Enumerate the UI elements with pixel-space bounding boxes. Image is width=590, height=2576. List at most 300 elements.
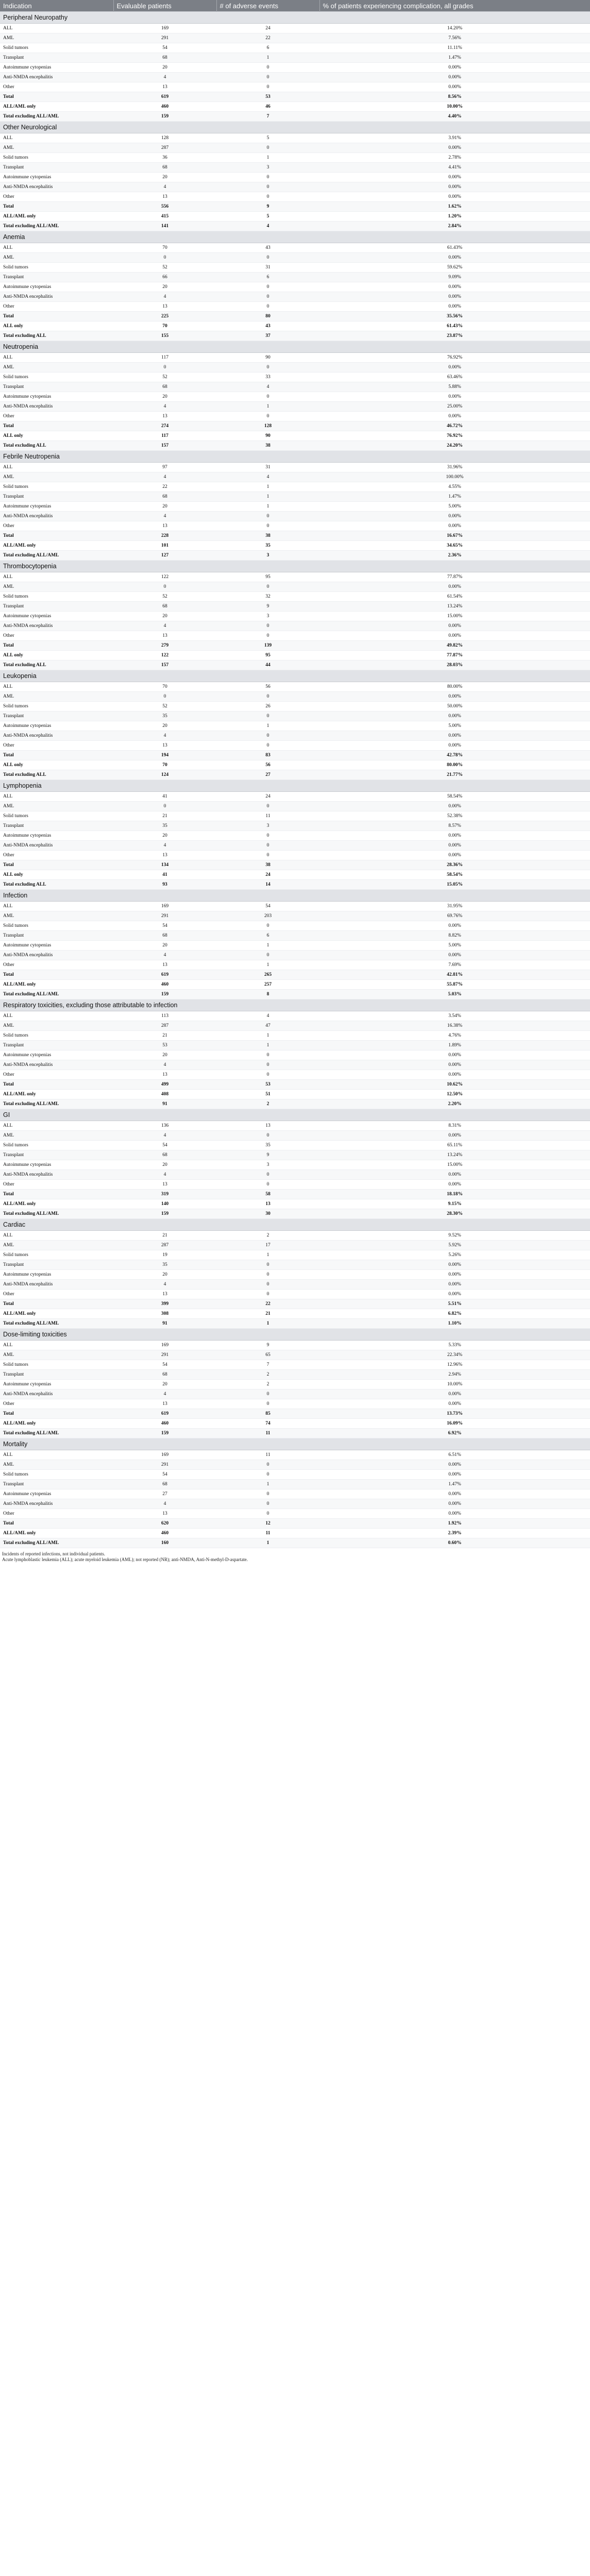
percent-cell: 0.00% [319, 1180, 590, 1190]
table-row [0, 621, 590, 631]
row-label-cell: ALL/AML only [0, 1419, 113, 1429]
percent-cell: 0.00% [319, 1389, 590, 1399]
row-label-cell: ALL/AML only [0, 1309, 113, 1319]
row-label-cell: Anti-NMDA encephalitis [0, 512, 113, 521]
evaluable-patients-cell: 0 [113, 582, 216, 592]
percent-cell: 58.54% [319, 792, 590, 802]
evaluable-patients-cell: 169 [113, 902, 216, 911]
row-label-cell: Solid tumors [0, 592, 113, 602]
row-label-cell: ALL [0, 1121, 113, 1131]
row-label-cell: Anti-NMDA encephalitis [0, 292, 113, 302]
evaluable-patients-cell: 22 [113, 482, 216, 492]
row-label-cell: Autoimmune cytopenias [0, 1050, 113, 1060]
percent-cell: 46.72% [319, 421, 590, 431]
table-row [0, 273, 590, 282]
adverse-events-cell: 65 [216, 1350, 319, 1360]
adverse-events-cell: 4 [216, 222, 319, 231]
adverse-events-cell: 0 [216, 851, 319, 860]
row-label-cell: Total excluding ALL [0, 331, 113, 341]
section-title: Infection [0, 890, 590, 902]
adverse-events-cell: 0 [216, 731, 319, 741]
row-label-cell: Autoimmune cytopenias [0, 941, 113, 951]
adverse-events-cell: 0 [216, 412, 319, 421]
table-row [0, 153, 590, 163]
row-label-cell: Total excluding ALL [0, 441, 113, 451]
row-label-cell: ALL [0, 243, 113, 253]
table-row [0, 960, 590, 970]
section-header-row [0, 451, 590, 463]
percent-cell: 5.26% [319, 1250, 590, 1260]
footnote: Incidents of reported infections, not individual patients. [2, 1551, 105, 1556]
evaluable-patients-cell: 35 [113, 1260, 216, 1270]
percent-cell: 8.56% [319, 92, 590, 102]
section-header-row [0, 1329, 590, 1341]
row-label-cell: ALL/AML only [0, 1529, 113, 1538]
evaluable-patients-cell: 460 [113, 980, 216, 990]
percent-cell: 0.00% [319, 851, 590, 860]
evaluable-patients-cell: 160 [113, 1538, 216, 1548]
section-title: Leukopenia [0, 670, 590, 682]
percent-cell: 0.00% [319, 73, 590, 82]
row-label-cell: Autoimmune cytopenias [0, 1489, 113, 1499]
percent-cell: 42.81% [319, 970, 590, 980]
adverse-events-cell: 74 [216, 1419, 319, 1429]
table-row [0, 1250, 590, 1260]
row-label-cell: Total [0, 92, 113, 102]
adverse-events-cell: 0 [216, 143, 319, 153]
section-title: Respiratory toxicities, excluding those attributable to infection [0, 999, 590, 1011]
adverse-events-cell: 0 [216, 363, 319, 372]
percent-cell: 0.00% [319, 711, 590, 721]
adverse-events-cell: 53 [216, 92, 319, 102]
evaluable-patients-cell: 20 [113, 173, 216, 182]
adverse-events-cell: 0 [216, 1499, 319, 1509]
row-label-cell: Other [0, 412, 113, 421]
adverse-events-cell: 56 [216, 682, 319, 692]
section-title: Dose-limiting toxicities [0, 1329, 590, 1341]
adverse-events-cell: 13 [216, 1121, 319, 1131]
adverse-events-cell: 9 [216, 1150, 319, 1160]
row-label-cell: Autoimmune cytopenias [0, 831, 113, 841]
adverse-events-cell: 0 [216, 73, 319, 82]
adverse-events-cell: 1 [216, 482, 319, 492]
percent-cell: 28.30% [319, 1209, 590, 1219]
evaluable-patients-cell: 13 [113, 412, 216, 421]
evaluable-patients-cell: 13 [113, 851, 216, 860]
percent-cell: 5.33% [319, 1341, 590, 1350]
evaluable-patients-cell: 13 [113, 192, 216, 202]
row-label-cell: Other [0, 1180, 113, 1190]
table-row [0, 692, 590, 702]
table-row [0, 1529, 590, 1538]
table-row [0, 1031, 590, 1041]
adverse-events-cell: 1 [216, 402, 319, 412]
row-label-cell: ALL/AML only [0, 1090, 113, 1099]
percent-cell: 0.00% [319, 631, 590, 641]
adverse-events-cell: 35 [216, 541, 319, 551]
evaluable-patients-cell: 13 [113, 1070, 216, 1080]
evaluable-patients-cell: 159 [113, 1209, 216, 1219]
adverse-events-cell: 1 [216, 1041, 319, 1050]
percent-cell: 12.96% [319, 1360, 590, 1370]
table-row [0, 1199, 590, 1209]
table-row [0, 582, 590, 592]
evaluable-patients-cell: 13 [113, 741, 216, 751]
evaluable-patients-cell: 68 [113, 1150, 216, 1160]
row-label-cell: ALL [0, 353, 113, 363]
evaluable-patients-cell: 70 [113, 243, 216, 253]
adverse-events-cell: 2 [216, 1099, 319, 1109]
percent-cell: 5.00% [319, 721, 590, 731]
row-label-cell: Transplant [0, 382, 113, 392]
row-label-cell: Anti-NMDA encephalitis [0, 1389, 113, 1399]
percent-cell: 16.09% [319, 1419, 590, 1429]
evaluable-patients-cell: 52 [113, 263, 216, 273]
adverse-events-cell: 38 [216, 531, 319, 541]
row-label-cell: Transplant [0, 931, 113, 941]
table-row [0, 970, 590, 980]
percent-cell: 6.51% [319, 1450, 590, 1460]
table-row [0, 1509, 590, 1519]
row-label-cell: AML [0, 692, 113, 702]
row-label-cell: Total excluding ALL/AML [0, 112, 113, 122]
table-row [0, 880, 590, 890]
percent-cell: 6.82% [319, 1309, 590, 1319]
adverse-events-cell: 2 [216, 1231, 319, 1241]
percent-cell: 61.43% [319, 321, 590, 331]
evaluable-patients-cell: 20 [113, 1380, 216, 1389]
evaluable-patients-cell: 0 [113, 363, 216, 372]
adverse-events-cell: 1 [216, 153, 319, 163]
adverse-events-cell: 44 [216, 660, 319, 670]
row-label-cell: ALL [0, 1450, 113, 1460]
evaluable-patients-cell: 619 [113, 1409, 216, 1419]
row-label-cell: Other [0, 1070, 113, 1080]
table-row [0, 731, 590, 741]
table-row [0, 1290, 590, 1299]
evaluable-patients-cell: 122 [113, 651, 216, 660]
table-row [0, 1150, 590, 1160]
column-header-adverse-events: # of adverse events [216, 0, 319, 12]
evaluable-patients-cell: 4 [113, 621, 216, 631]
row-label-cell: Total excluding ALL/AML [0, 1538, 113, 1548]
table-row [0, 282, 590, 292]
evaluable-patients-cell: 287 [113, 1021, 216, 1031]
table-row [0, 73, 590, 82]
evaluable-patients-cell: 20 [113, 721, 216, 731]
table-row [0, 92, 590, 102]
row-label-cell: Anti-NMDA encephalitis [0, 402, 113, 412]
evaluable-patients-cell: 20 [113, 1160, 216, 1170]
percent-cell: 15.05% [319, 880, 590, 890]
table-row [0, 112, 590, 122]
evaluable-patients-cell: 13 [113, 1180, 216, 1190]
evaluable-patients-cell: 415 [113, 212, 216, 222]
percent-cell: 1.92% [319, 1519, 590, 1529]
table-row [0, 1538, 590, 1548]
evaluable-patients-cell: 460 [113, 102, 216, 112]
row-label-cell: Solid tumors [0, 921, 113, 931]
adverse-events-cell: 0 [216, 253, 319, 263]
evaluable-patients-cell: 169 [113, 24, 216, 33]
table-row [0, 372, 590, 382]
percent-cell: 1.47% [319, 1480, 590, 1489]
row-label-cell: Autoimmune cytopenias [0, 1270, 113, 1280]
row-label-cell: Total [0, 860, 113, 870]
row-label-cell: Transplant [0, 273, 113, 282]
percent-cell: 69.76% [319, 911, 590, 921]
table-row [0, 1519, 590, 1529]
table-row [0, 1131, 590, 1141]
percent-cell: 14.20% [319, 24, 590, 33]
adverse-events-cell: 54 [216, 902, 319, 911]
percent-cell: 11.11% [319, 43, 590, 53]
percent-cell: 100.00% [319, 472, 590, 482]
row-label-cell: Solid tumors [0, 1031, 113, 1041]
row-label-cell: ALL [0, 1011, 113, 1021]
adverse-events-cell: 3 [216, 163, 319, 173]
table-row [0, 1260, 590, 1270]
percent-cell: 2.36% [319, 551, 590, 561]
row-label-cell: Other [0, 192, 113, 202]
evaluable-patients-cell: 21 [113, 1231, 216, 1241]
adverse-events-cell: 0 [216, 951, 319, 960]
adverse-events-cell: 9 [216, 602, 319, 612]
evaluable-patients-cell: 159 [113, 990, 216, 999]
table-row [0, 641, 590, 651]
row-label-cell: Total excluding ALL [0, 880, 113, 890]
table-row [0, 82, 590, 92]
percent-cell: 77.87% [319, 651, 590, 660]
evaluable-patients-cell: 54 [113, 1141, 216, 1150]
percent-cell: 28.36% [319, 860, 590, 870]
evaluable-patients-cell: 140 [113, 1199, 216, 1209]
adverse-events-cell: 0 [216, 302, 319, 312]
table-row [0, 173, 590, 182]
row-label-cell: Transplant [0, 1150, 113, 1160]
evaluable-patients-cell: 4 [113, 73, 216, 82]
percent-cell: 0.00% [319, 831, 590, 841]
percent-cell: 0.00% [319, 1399, 590, 1409]
table-row [0, 1070, 590, 1080]
percent-cell: 1.47% [319, 53, 590, 63]
row-label-cell: Total excluding ALL/AML [0, 990, 113, 999]
percent-cell: 13.24% [319, 1150, 590, 1160]
table-row [0, 312, 590, 321]
evaluable-patients-cell: 20 [113, 392, 216, 402]
percent-cell: 2.78% [319, 153, 590, 163]
evaluable-patients-cell: 308 [113, 1309, 216, 1319]
evaluable-patients-cell: 127 [113, 551, 216, 561]
evaluable-patients-cell: 35 [113, 821, 216, 831]
adverse-events-cell: 35 [216, 1141, 319, 1150]
header-row [0, 0, 590, 12]
evaluable-patients-cell: 20 [113, 282, 216, 292]
row-label-cell: AML [0, 1460, 113, 1470]
table-row [0, 1050, 590, 1060]
table-row [0, 492, 590, 502]
table-row [0, 441, 590, 451]
table-row [0, 192, 590, 202]
percent-cell: 0.00% [319, 731, 590, 741]
row-label-cell: Other [0, 521, 113, 531]
percent-cell: 23.87% [319, 331, 590, 341]
adverse-events-cell: 1 [216, 502, 319, 512]
table-row [0, 831, 590, 841]
percent-cell: 3.91% [319, 133, 590, 143]
evaluable-patients-cell: 13 [113, 1399, 216, 1409]
row-label-cell: ALL [0, 1341, 113, 1350]
table-row [0, 1270, 590, 1280]
adverse-events-cell: 203 [216, 911, 319, 921]
percent-cell: 0.00% [319, 1170, 590, 1180]
evaluable-patients-cell: 4 [113, 1131, 216, 1141]
evaluable-patients-cell: 460 [113, 1529, 216, 1538]
adverse-events-cell: 0 [216, 292, 319, 302]
table-row [0, 212, 590, 222]
percent-cell: 61.43% [319, 243, 590, 253]
row-label-cell: Total excluding ALL [0, 770, 113, 780]
evaluable-patients-cell: 20 [113, 502, 216, 512]
percent-cell: 63.46% [319, 372, 590, 382]
evaluable-patients-cell: 117 [113, 431, 216, 441]
row-label-cell: ALL only [0, 431, 113, 441]
table-row [0, 502, 590, 512]
section-header-row [0, 122, 590, 133]
adverse-events-cell: 90 [216, 431, 319, 441]
evaluable-patients-cell: 68 [113, 492, 216, 502]
evaluable-patients-cell: 91 [113, 1319, 216, 1329]
table-row [0, 243, 590, 253]
percent-cell: 1.47% [319, 492, 590, 502]
row-label-cell: ALL only [0, 651, 113, 660]
evaluable-patients-cell: 20 [113, 63, 216, 73]
row-label-cell: Transplant [0, 1041, 113, 1050]
row-label-cell: Transplant [0, 163, 113, 173]
percent-cell: 35.56% [319, 312, 590, 321]
adverse-events-cell: 85 [216, 1409, 319, 1419]
table-row [0, 1370, 590, 1380]
adverse-events-cell: 0 [216, 802, 319, 811]
adverse-events-cell: 0 [216, 1509, 319, 1519]
evaluable-patients-cell: 291 [113, 1350, 216, 1360]
row-label-cell: ALL/AML only [0, 102, 113, 112]
row-label-cell: Total [0, 202, 113, 212]
row-label-cell: Total excluding ALL/AML [0, 551, 113, 561]
table-row [0, 1480, 590, 1489]
percent-cell: 0.00% [319, 802, 590, 811]
evaluable-patients-cell: 70 [113, 321, 216, 331]
section-header-row [0, 670, 590, 682]
section-title: Thrombocytopenia [0, 561, 590, 572]
adverse-events-cell: 11 [216, 1450, 319, 1460]
table-row [0, 1280, 590, 1290]
adverse-events-cell: 0 [216, 1399, 319, 1409]
row-label-cell: Transplant [0, 1480, 113, 1489]
evaluable-patients-cell: 291 [113, 1460, 216, 1470]
section-header-row [0, 1438, 590, 1450]
row-label-cell: AML [0, 363, 113, 372]
evaluable-patients-cell: 408 [113, 1090, 216, 1099]
evaluable-patients-cell: 91 [113, 1099, 216, 1109]
percent-cell: 2.39% [319, 1529, 590, 1538]
evaluable-patients-cell: 68 [113, 1370, 216, 1380]
percent-cell: 0.00% [319, 512, 590, 521]
table-row [0, 1060, 590, 1070]
adverse-events-cell: 6 [216, 273, 319, 282]
adverse-events-cell: 6 [216, 43, 319, 53]
table-row [0, 531, 590, 541]
percent-cell: 4.40% [319, 112, 590, 122]
row-label-cell: ALL/AML only [0, 1199, 113, 1209]
evaluable-patients-cell: 287 [113, 143, 216, 153]
table-row [0, 702, 590, 711]
adverse-events-cell: 43 [216, 243, 319, 253]
evaluable-patients-cell: 155 [113, 331, 216, 341]
evaluable-patients-cell: 136 [113, 1121, 216, 1131]
percent-cell: 0.00% [319, 182, 590, 192]
evaluable-patients-cell: 124 [113, 770, 216, 780]
evaluable-patients-cell: 68 [113, 602, 216, 612]
evaluable-patients-cell: 68 [113, 1480, 216, 1489]
adverse-events-cell: 0 [216, 1389, 319, 1399]
section-header-row [0, 1219, 590, 1231]
evaluable-patients-cell: 70 [113, 682, 216, 692]
table-row [0, 43, 590, 53]
adverse-events-cell: 0 [216, 521, 319, 531]
evaluable-patients-cell: 13 [113, 1290, 216, 1299]
adverse-events-cell: 1 [216, 1250, 319, 1260]
adverse-events-cell: 4 [216, 382, 319, 392]
row-label-cell: AML [0, 1131, 113, 1141]
table-row [0, 1190, 590, 1199]
row-label-cell: Total [0, 1190, 113, 1199]
table-row [0, 631, 590, 641]
row-label-cell: Solid tumors [0, 482, 113, 492]
percent-cell: 0.00% [319, 951, 590, 960]
percent-cell: 1.10% [319, 1319, 590, 1329]
table-row [0, 1460, 590, 1470]
table-row [0, 751, 590, 760]
table-row [0, 1099, 590, 1109]
table-row [0, 1160, 590, 1170]
evaluable-patients-cell: 4 [113, 1499, 216, 1509]
table-row [0, 651, 590, 660]
row-label-cell: Transplant [0, 821, 113, 831]
percent-cell: 0.00% [319, 582, 590, 592]
adverse-events-cell: 95 [216, 572, 319, 582]
table-row [0, 851, 590, 860]
row-label-cell: Transplant [0, 711, 113, 721]
column-header-indication: Indication [0, 0, 113, 12]
row-label-cell: Total [0, 751, 113, 760]
percent-cell: 0.00% [319, 1060, 590, 1070]
adverse-events-cell: 1 [216, 1319, 319, 1329]
table-row [0, 1399, 590, 1409]
section-title: Febrile Neutropenia [0, 451, 590, 463]
adverse-events-cell: 265 [216, 970, 319, 980]
percent-cell: 0.00% [319, 82, 590, 92]
percent-cell: 1.89% [319, 1041, 590, 1050]
adverse-events-cell: 27 [216, 770, 319, 780]
row-label-cell: Autoimmune cytopenias [0, 282, 113, 292]
percent-cell: 10.00% [319, 102, 590, 112]
percent-cell: 31.96% [319, 463, 590, 472]
table-row [0, 521, 590, 531]
evaluable-patients-cell: 66 [113, 273, 216, 282]
row-label-cell: Anti-NMDA encephalitis [0, 1060, 113, 1070]
adverse-events-cell: 38 [216, 860, 319, 870]
